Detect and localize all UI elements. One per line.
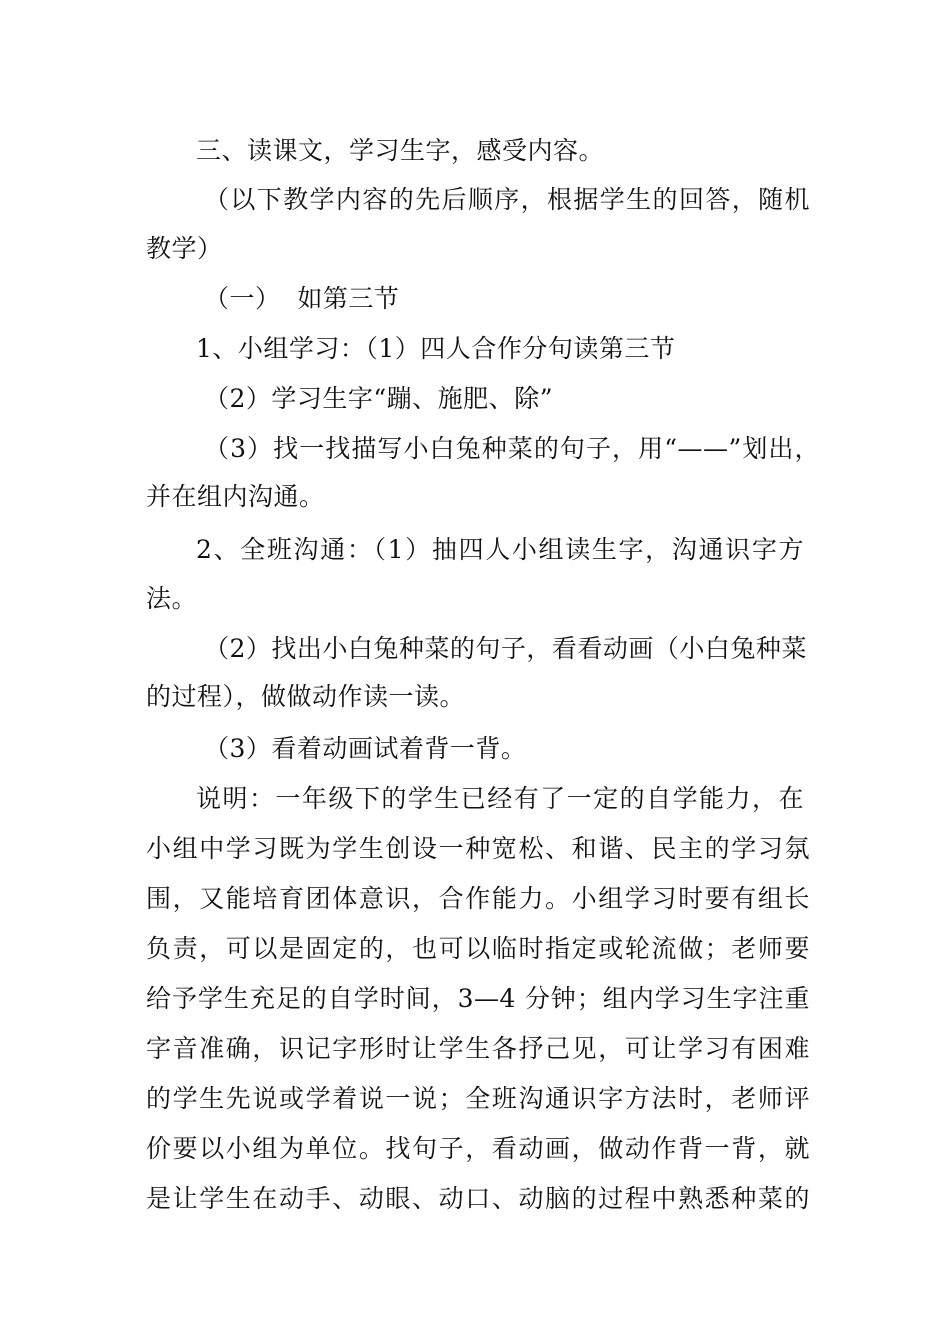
paragraph-line: （以下教学内容的先后顺序，根据学生的回答，随机 (204, 185, 810, 214)
paragraph-line: 的过程），做做动作读一读。 (146, 682, 466, 711)
note-paragraph-line: 小组中学习既为学生创设一种宽松、和谐、民主的学习氛 (146, 834, 810, 863)
section-heading: 三、读课文，学习生字，感受内容。 (196, 136, 605, 165)
note-paragraph-line: 说明：一年级下的学生已经有了一定的自学能力，在 (196, 784, 804, 813)
paragraph-line: 法。 (146, 584, 198, 613)
note-paragraph-line: 的学生先说或学着说一说；全班沟通识字方法时，老师评 (146, 1084, 810, 1113)
list-item: 1、小组学习：（1）四人合作分句读第三节 (196, 334, 676, 363)
note-paragraph-line: 是让学生在动手、动眼、动口、动脑的过程中熟悉种菜的 (146, 1184, 810, 1213)
note-paragraph-line: 价要以小组为单位。找句子，看动画，做动作背一背，就 (146, 1134, 810, 1163)
note-paragraph-line: 负责，可以是固定的，也可以临时指定或轮流做；老师要 (146, 934, 810, 963)
list-item: （2）找出小白兔种菜的句子，看看动画（小白兔种菜 (204, 634, 807, 663)
note-paragraph-line: 字音准确，识记字形时让学生各抒己见，可让学习有困难 (146, 1034, 810, 1063)
list-item: 2、全班沟通：（1）抽四人小组读生字，沟通识字方 (196, 535, 804, 564)
paragraph-line: 并在组内沟通。 (146, 482, 325, 511)
list-item: （3）看着动画试着背一背。 (204, 734, 527, 763)
note-paragraph-line: 围，又能培育团体意识，合作能力。小组学习时要有组长 (146, 884, 810, 913)
paragraph-line: 教学） (146, 234, 223, 263)
subsection-heading: （一） 如第三节 (204, 284, 400, 313)
note-paragraph-line: 给予学生充足的自学时间，3—4 分钟；组内学习生字注重 (146, 984, 810, 1013)
list-item: （2）学习生字“蹦、施肥、除” (204, 384, 553, 413)
list-item: （3）找一找描写小白兔种菜的句子，用“——”划出， (204, 434, 820, 463)
